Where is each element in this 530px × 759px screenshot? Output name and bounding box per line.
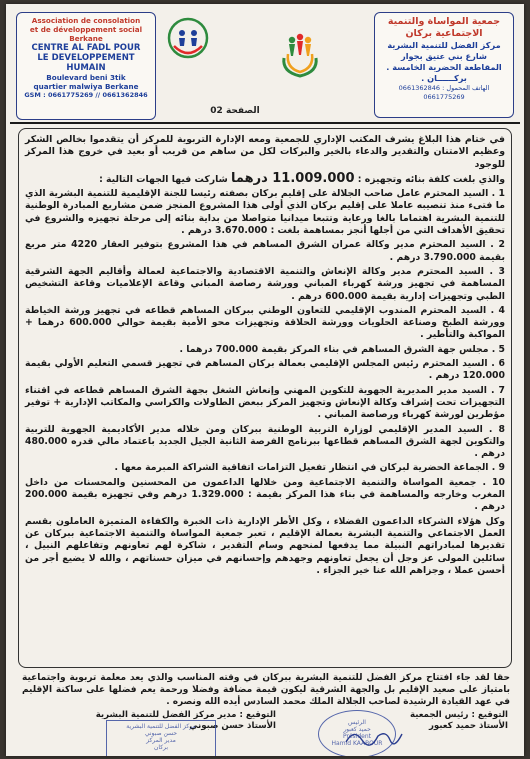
president-stamp: الرئيس حميد كعبور Président Hamid KAABOUR: [318, 710, 396, 756]
association-logo-icon: [278, 28, 322, 78]
president-signature-label: التوقيع : رئيس الجمعية: [409, 710, 508, 720]
cost-prefix: والذي بلغت كلفة بنائه وتجهيزه :: [357, 173, 505, 185]
contributor-item: 5 . مجلس جهة الشرق المساهم في بناء المركز بقيمة 700.000 درهما .: [179, 343, 505, 355]
city-fr: Berkane: [69, 34, 103, 43]
contributor-item: 7 . السيد مدير المديرية الجهوية للتكوين المهني وإنعاش الشغل بجهة الشرق المساهم قطاعه في اقتناء التجهيزات تحت إشراف وكالة الإنعاش وتجهيز المركز ببعض الطاولات والكراسي والمكاتب الإدارية + توفير مؤطرين لورشة كهرباء ورصاصة المباني .: [25, 384, 505, 421]
phone-label-ar: الهاتف المحمول : 0661362846: [398, 84, 490, 92]
gsm-numbers: GSM : 0661775269 // 0661362846: [24, 91, 148, 99]
director-name: الأستاذ حسن صبوني: [189, 721, 276, 731]
director-signature-label: التوقيع : مدير مركز الفضل للتنمية البشرية: [95, 710, 276, 720]
contributor-item: 10 . جمعية المواساة والتنمية الاجتماعية ومن خلالها الداعمون من المحسنين والمحسنات من داخل المغرب وخارجه والمساهمة في بناء هذا المركز بقيمة : 1.329.000 درهم وفي تجهيزه بقيمة 200.000 درهم .: [25, 476, 505, 513]
cost-suffix: شاركت فيها الجهات التالية :: [99, 173, 228, 185]
handwritten-signature-icon: [344, 726, 404, 748]
contributor-item: 2 . السيد المحترم مدير وكالة عمران الشرق المساهم في هذا المشروع بتوفير العقار 4220 متر مربع بقيمة 3.790.000 درهم .: [25, 239, 505, 263]
city-ar: بركــــــان .: [421, 73, 467, 83]
center-name-ar: مركز الفضل للتنمية البشرية: [387, 40, 501, 50]
closing-paragraph: حقا لقد جاء افتتاح مركز الفضل للتنمية البشرية ببركان في وقته المناسب والذي يعد معلمة تربوية واجتماعية بامتياز على صعيد الإقليم بل والجهة الشرقية ليكون قيمة مضافة وفضلا ورحمة يعم فضلها على ساكنة الإقليم في عهد القيادة الرشيدة لصاحب الجلالة الملك محمد السادس أيده الله ونصره .: [22, 673, 510, 707]
contributor-item: 1 . السيد المحترم عامل صاحب الجلالة على إقليم بركان بصفته رئيسا للجنة الإقليمية للتنمية البشرية الذي ما فتىء منذ تنصيبه عاملا على إقليم بركان الذي أولى هذا المشروع المنجز ضمن مشاريع المبادرة الوطنية للتنمية البشرية اهتماما بالغا ورعاية وتتبعا ميدانيا متواصلا من بداية بنائه إلى مرحلة تجهيزه والشروع في تحقيق الأهداف التي من أجلها أنجز بمساهمة بلغت : 3.670.000 درهم .: [25, 188, 505, 237]
president-name: الأستاذ حميد كعبور: [428, 721, 508, 731]
contributor-item: 4 . السيد المحترم المندوب الإقليمي للتعاون الوطني ببركان المساهم قطاعه في تجهيز ورشة الخياطة وورشة الطبخ وصناعة الحلويات وورشة الحلاقة وتجهيزات محو الأمية بقيمة حوالي 600.000 درهما + المواكبة والتأطير .: [25, 304, 505, 341]
address-ar-2: المقاطعة الحضرية الخامسة .: [386, 62, 502, 72]
address-fr-1: Boulevard beni 3tik: [46, 73, 126, 82]
phone-number-1: 0661362846: [398, 84, 441, 92]
header-french-box: [16, 12, 156, 120]
contributor-item: 6 . السيد المحترم رئيس المجلس الإقليمي بعمالة بركان المساهم في تجهيز قسمي التعليم الأولي بقيمة 120.000 درهم .: [25, 358, 505, 382]
center-name-fr-3: HUMAIN: [66, 63, 106, 73]
header-divider: [10, 122, 520, 124]
center-name-fr-2: LE DEVELOPPEMENT: [37, 53, 135, 63]
phone-number-2: 0661775269: [423, 93, 465, 101]
director-stamp: مركز الفضل للتنمية البشرية حسن صبوني مدير المركز بركان: [106, 720, 216, 756]
association-name-fr-2: et de développement social: [29, 25, 143, 34]
intro-paragraph: في ختام هذا البلاغ يشرف المكتب الإداري للجمعية ومعه الإدارة التربوية للمركز أن يتقدموا بخالص الشكر وعظيم الامتنان والتقدير والدعاء بالخير والبركات لكل من ساهم من قريب أو بعيد في خروج هذا المركز للوجود: [25, 134, 505, 170]
contributor-item: 3 . السيد المحترم مدير وكالة الإنعاش والتنمية الاقتصادية والاجتماعية لعمالة وأقاليم الجهة الشرقية المساهمة في تجهيز ورشة كهرباء المباني وورشة رصاصة المباني وقاعة الإعلاميات وقاعة التشخيص الطبي وتجهيزات إدارية بقيمة 600.000 درهم .: [25, 265, 505, 302]
association-name-ar-1: جمعية المواساة والتنمية: [387, 16, 501, 27]
contributor-item: 8 . السيد المدير الإقليمي لوزارة التربية الوطنية ببركان ومن خلاله مدير الأكاديمية الجهوية للتربية والتكوين لجهة الشرق المساهم قطاعها ببرنامج الفرصة الثانية الجيل الجديد باعتماد مالي قدره 480.000 درهم .: [25, 423, 505, 460]
contributor-item: 9 . الجماعة الحضرية لبركان في انتظار تفعيل التزامات اتفاقية الشراكة المبرمة معها .: [114, 462, 505, 474]
document-page: [6, 4, 524, 756]
thanks-paragraph: وكل هؤلاء الشركاء الداعمون الفضلاء ، وكل الأطر الإدارية ذات الخبرة والكفاءة المتميزة العاملون بقسم العمل الاجتماعي والتنمية البشرية بعمالة الإقليم ، تعبر جمعية المواساة والتنمية الاجتماعية ببركان عن تقديرها لمبادراتهم النبيلة مما يدفعها لمنحهم وسام التقدير ، شاكرة لهم تعاونهم وتفاعلهم النبيل ، سائلين المولى عز وجل أن يجعل تعاونهم وجهدهم وإحسانهم في ميزان حسناتهم ، والله لا يضيع أجر من أحسن عملا ، وجزاهم الله عنا خير الجزاء .: [25, 515, 505, 576]
association-name-ar-2: الاجتماعية بركان: [405, 28, 483, 39]
cost-line: [25, 170, 505, 186]
address-ar-1: شارع بني عتيق بجوار: [401, 51, 487, 61]
header-arabic-box: [374, 12, 514, 118]
center-name-fr-1: CENTRE AL FADL POUR: [31, 43, 141, 53]
center-logo-icon: [166, 16, 210, 66]
main-content-box: [18, 128, 512, 668]
cost-amount: 11.009.000 درهما: [230, 170, 355, 186]
page-number: الصفحة 02: [210, 106, 260, 116]
address-fr-2: quartier malwiya Berkane: [33, 82, 139, 91]
association-name-fr-1: Association de consolation: [31, 16, 141, 25]
